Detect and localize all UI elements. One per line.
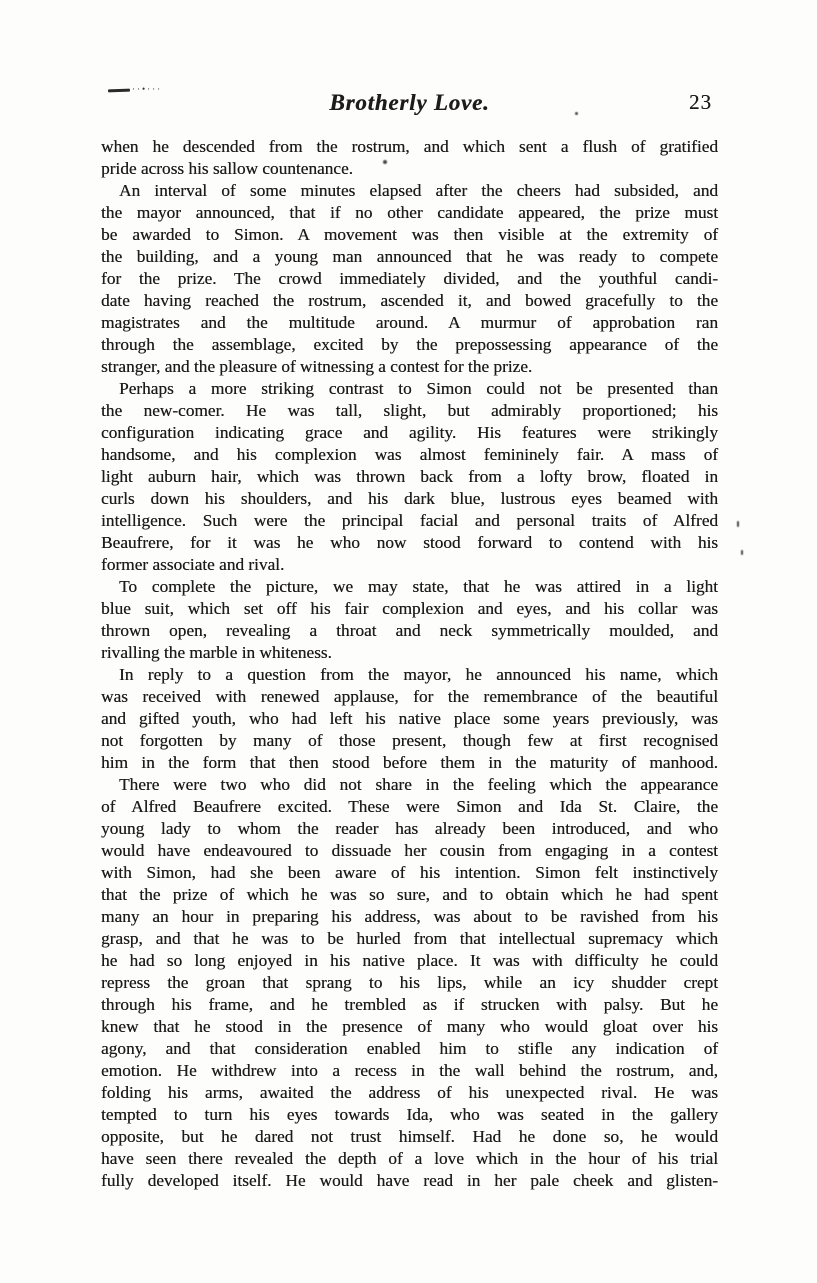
text-line: An interval of some minutes elapsed after the cheers had subsided, and <box>119 181 718 200</box>
text-line: former associate and rival. <box>101 555 285 574</box>
text-line: not forgotten by many of those present, though few at first recognised <box>101 731 718 750</box>
text-line: many an hour in preparing his address, was about to be ravished from his <box>101 907 718 926</box>
text-line: emotion. He withdrew into a recess in the wall behind the rostrum, and, <box>101 1061 718 1080</box>
text-line: blue suit, which set off his fair complexion and eyes, and his collar was <box>101 599 718 618</box>
text-line: the new-comer. He was tall, slight, but admirably proportioned; his <box>101 401 718 420</box>
text-line: In reply to a question from the mayor, he announced his name, which <box>119 665 718 684</box>
smudge-dots: ··•··· <box>132 84 163 94</box>
text-line: he had so long enjoyed in his native place. It was with difficulty he could <box>101 951 718 970</box>
paragraph <box>101 664 718 774</box>
text-line: him in the form that then stood before them in the maturity of manhood. <box>101 753 718 772</box>
text-line: configuration indicating grace and agility. His features were strikingly <box>101 423 718 442</box>
page-number: 23 <box>689 90 712 114</box>
text-line: be awarded to Simon. A movement was then visible at the extremity of <box>101 225 718 244</box>
text-line: rivalling the marble in whiteness. <box>101 643 332 662</box>
text-line: through the assemblage, excited by the prepossessing appearance of the <box>101 335 718 354</box>
text-line: stranger, and the pleasure of witnessing a contest for the prize. <box>101 357 533 376</box>
text-line: of Alfred Beaufrere excited. These were Simon and Ida St. Claire, the <box>101 797 718 816</box>
text-line: light auburn hair, which was thrown back from a lofty brow, floated in <box>101 467 718 486</box>
running-title: Brotherly Love. <box>329 90 490 115</box>
text-line: tempted to turn his eyes towards Ida, who was seated in the gallery <box>101 1105 718 1124</box>
text-line: would have endeavoured to dissuade her cousin from engaging in a contest <box>101 841 718 860</box>
text-line: with Simon, had she been aware of his intention. Simon felt instinctively <box>101 863 718 882</box>
text-line: young lady to whom the reader has already been introduced, and who <box>101 819 718 838</box>
text-line: curls down his shoulders, and his dark blue, lustrous eyes beamed with <box>101 489 718 508</box>
text-line: date having reached the rostrum, ascended it, and bowed gracefully to the <box>101 291 718 310</box>
text-line: for the prize. The crowd immediately divided, and the youthful candi- <box>101 269 718 288</box>
text-line: repress the groan that sprang to his lips, while an icy shudder crept <box>101 973 718 992</box>
text-line: There were two who did not share in the feeling which the appearance <box>119 775 718 794</box>
text-line: the building, and a young man announced that he was ready to compete <box>101 247 718 266</box>
text-line: intelligence. Such were the principal facial and personal traits of Alfred <box>101 511 718 530</box>
text-line: the mayor announced, that if no other candidate appeared, the prize must <box>101 203 718 222</box>
text-line: folding his arms, awaited the address of his unexpected rival. He was <box>101 1083 718 1102</box>
text-line: was received with renewed applause, for the remembrance of the beautiful <box>101 687 718 706</box>
paragraph <box>101 774 718 1192</box>
text-line: and gifted youth, who had left his native place some years previously, was <box>101 709 718 728</box>
text-line: when he descended from the rostrum, and which sent a flush of gratified <box>101 137 718 156</box>
text-line: Beaufrere, for it was he who now stood forward to contend with his <box>101 533 718 552</box>
text-line: grasp, and that he was to be hurled from that intellectual supremacy which <box>101 929 718 948</box>
scan-speck <box>741 550 743 555</box>
text-line: Perhaps a more striking contrast to Simon could not be presented than <box>119 379 718 398</box>
text-line: through his frame, and he trembled as if strucken with palsy. But he <box>101 995 718 1014</box>
text-line: To complete the picture, we may state, that he was attired in a light <box>119 577 718 596</box>
text-line: opposite, but he dared not trust himself. Had he done so, he would <box>101 1127 718 1146</box>
paragraph <box>101 576 718 664</box>
paragraph <box>101 180 718 378</box>
paragraph <box>101 136 718 180</box>
text-line: pride across his sallow countenance. <box>101 159 353 178</box>
text-line: that the prize of which he was so sure, and to obtain which he had spent <box>101 885 718 904</box>
text-line: magistrates and the multitude around. A murmur of approbation ran <box>101 313 718 332</box>
text-line: agony, and that consideration enabled him to stifle any indication of <box>101 1039 718 1058</box>
text-line: knew that he stood in the presence of many who would gloat over his <box>101 1017 718 1036</box>
text-line: handsome, and his complexion was almost femininely fair. A mass of <box>101 445 718 464</box>
body-text <box>101 136 718 1192</box>
text-line: thrown open, revealing a throat and neck symmetrically moulded, and <box>101 621 718 640</box>
text-line: fully developed itself. He would have read in her pale cheek and glisten- <box>101 1171 718 1190</box>
paragraph <box>101 378 718 576</box>
scan-speck <box>737 521 739 527</box>
page-header <box>101 90 718 122</box>
text-line: have seen there revealed the depth of a love which in the hour of his trial <box>101 1149 718 1168</box>
